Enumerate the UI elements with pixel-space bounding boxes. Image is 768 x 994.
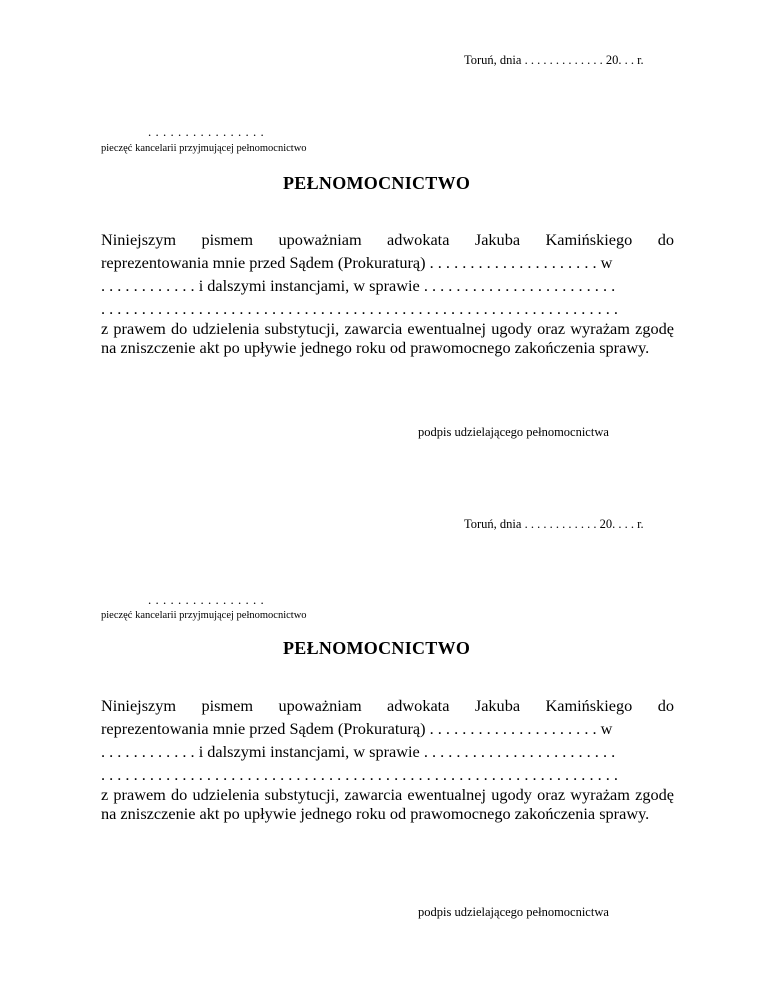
- body-line-3: . . . . . . . . . . . . i dalszymi instancjami, w sprawie . . . . . . . . . . . . . . . . . . . . . . . .: [101, 276, 616, 295]
- document-body: [101, 228, 674, 357]
- date-line: Toruń, dnia . . . . . . . . . . . . . 20. . . r.: [464, 53, 644, 67]
- stamp-caption: pieczęć kancelarii przyjmującej pełnomocnictwo: [101, 610, 307, 621]
- body-line-1: Niniejszym pismem upoważniam adwokata Jakuba Kamińskiego do: [101, 230, 674, 249]
- document-body: [101, 694, 674, 823]
- body-line-3: . . . . . . . . . . . . i dalszymi instancjami, w sprawie . . . . . . . . . . . . . . . . . . . . . . . .: [101, 742, 616, 761]
- body-line-4: . . . . . . . . . . . . . . . . . . . . . . . . . . . . . . . . . . . . . . . . . . . . . . . . . . . . . . . . . . . . . . . .: [101, 765, 618, 784]
- body-line-2: reprezentowania mnie przed Sądem (Prokuraturą) . . . . . . . . . . . . . . . . . . . . . w: [101, 253, 613, 272]
- body-line-4: . . . . . . . . . . . . . . . . . . . . . . . . . . . . . . . . . . . . . . . . . . . . . . . . . . . . . . . . . . . . . . . .: [101, 299, 618, 318]
- date-line: Toruń, dnia . . . . . . . . . . . . 20. . . . r.: [464, 517, 644, 531]
- stamp-dots: . . . . . . . . . . . . . . . .: [148, 124, 265, 139]
- document-title: PEŁNOMOCNICTWO: [283, 638, 471, 658]
- body-line-1: Niniejszym pismem upoważniam adwokata Jakuba Kamińskiego do: [101, 696, 674, 715]
- stamp-caption: pieczęć kancelarii przyjmującej pełnomocnictwo: [101, 143, 307, 154]
- body-paragraph: z prawem do udzielenia substytucji, zawarcia ewentualnej ugody oraz wyrażam zgodę na zniszczenie akt po upływie jednego roku od prawomocnego zakończenia sprawy.: [101, 319, 674, 357]
- stamp-dots: . . . . . . . . . . . . . . . .: [148, 592, 265, 607]
- signature-label: podpis udzielającego pełnomocnictwa: [418, 905, 609, 919]
- document-title: PEŁNOMOCNICTWO: [283, 173, 471, 193]
- body-line-2: reprezentowania mnie przed Sądem (Prokuraturą) . . . . . . . . . . . . . . . . . . . . . w: [101, 719, 613, 738]
- signature-label: podpis udzielającego pełnomocnictwa: [418, 425, 609, 439]
- body-paragraph: z prawem do udzielenia substytucji, zawarcia ewentualnej ugody oraz wyrażam zgodę na zniszczenie akt po upływie jednego roku od prawomocnego zakończenia sprawy.: [101, 785, 674, 823]
